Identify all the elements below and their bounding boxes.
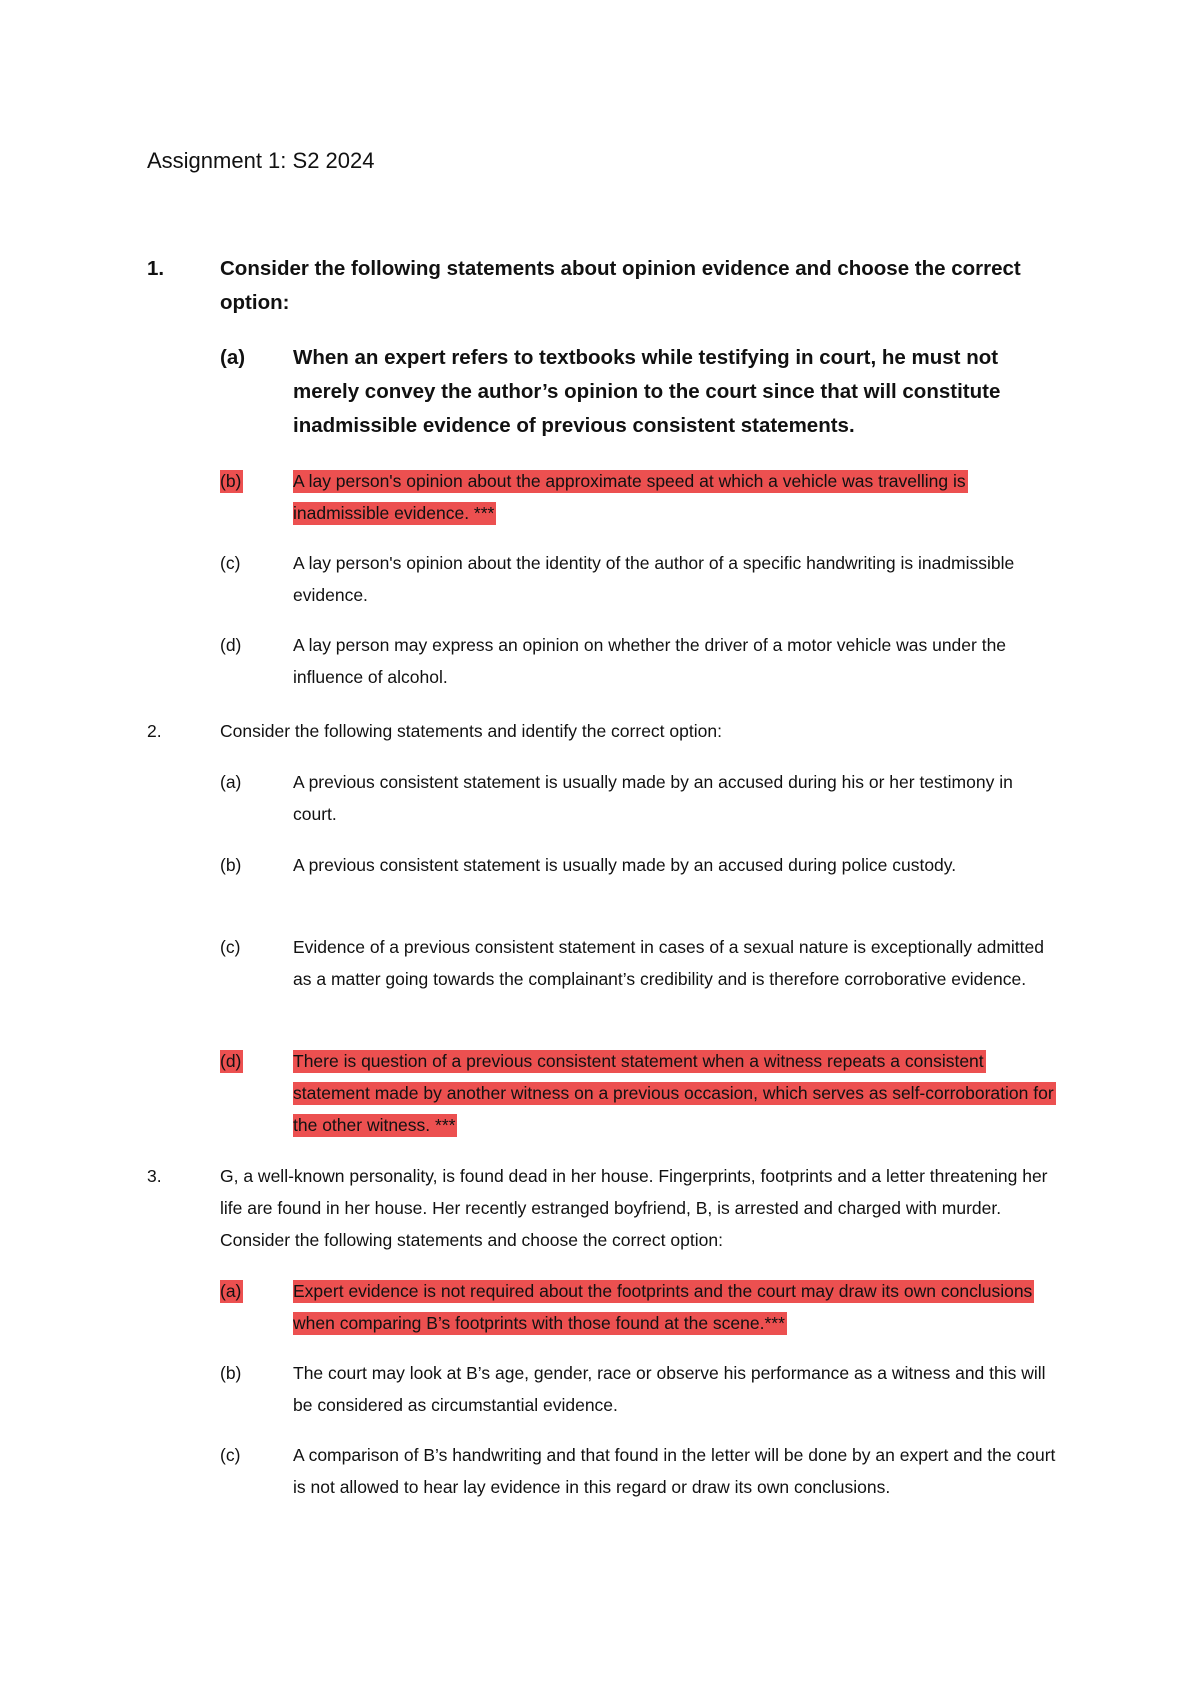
- option-text: A lay person's opinion about the identity of the author of a specific handwriting is inadmissible evidence.: [293, 553, 1015, 605]
- option-text: A comparison of B’s handwriting and that found in the letter will be done by an expert and the court is not allowed to hear lay evidence in this regard or draw its own conclusions.: [293, 1445, 1056, 1497]
- question-2-option-a: [220, 766, 1060, 830]
- question-1-option-a: [220, 341, 1060, 443]
- question-text: Consider the following statements and identify the correct option:: [220, 721, 722, 741]
- option-text: The court may look at B’s age, gender, race or observe his performance as a witness and this will be considered as circumstantial evidence.: [293, 1363, 1046, 1415]
- option-label: (b): [220, 1363, 242, 1383]
- option-text: A previous consistent statement is usually made by an accused during his or her testimony in court.: [293, 772, 1013, 824]
- question-3-option-c: [220, 1439, 1060, 1503]
- option-text: Evidence of a previous consistent statement in cases of a sexual nature is exceptionally admitted as a matter going towards the complainant’s credibility and is therefore corroborative evidence.: [293, 937, 1044, 989]
- question-1-option-c: [220, 547, 1060, 611]
- question-number: 1.: [147, 257, 165, 280]
- option-text: A lay person may express an opinion on whether the driver of a motor vehicle was under the influence of alcohol.: [293, 635, 1007, 687]
- option-text: When an expert refers to textbooks while testifying in court, he must not merely convey the author’s opinion to the court since that will constitute inadmissible evidence of previous consistent statements.: [293, 346, 1001, 437]
- question-3-option-b: [220, 1357, 1060, 1421]
- option-label: (a): [220, 772, 242, 792]
- question-text: G, a well-known personality, is found dead in her house. Fingerprints, footprints and a letter threatening her life are found in her house. Her recently estranged boyfriend, B, is arrested and charged with murder. Consider the following statements and choose the correct option:: [220, 1166, 1048, 1250]
- option-label: (c): [220, 553, 241, 573]
- document-title: Assignment 1: S2 2024: [147, 148, 375, 173]
- question-3-option-a: [220, 1275, 1060, 1339]
- question-2-option-b: [220, 849, 1060, 881]
- option-label: (d): [220, 1051, 242, 1071]
- question-1: [147, 252, 1067, 320]
- option-text: A lay person's opinion about the approximate speed at which a vehicle was travelling is inadmissible evidence. ***: [293, 471, 966, 523]
- option-text: There is question of a previous consistent statement when a witness repeats a consistent statement made by another witness on a previous occasion, which serves as self-corroboration for the other witness. ***: [293, 1051, 1054, 1135]
- question-2-option-c: [220, 931, 1060, 995]
- option-label: (a): [220, 346, 246, 369]
- option-label: (b): [220, 855, 242, 875]
- question-number: 2.: [147, 721, 162, 741]
- question-1-option-b: [220, 465, 1060, 529]
- option-text: A previous consistent statement is usually made by an accused during police custody.: [293, 855, 957, 875]
- option-label: (c): [220, 937, 241, 957]
- question-3: [147, 1160, 1067, 1256]
- question-2-option-d: [220, 1045, 1060, 1141]
- option-label: (a): [220, 1281, 242, 1301]
- question-text: Consider the following statements about opinion evidence and choose the correct option:: [220, 257, 1021, 314]
- option-label: (c): [220, 1445, 241, 1465]
- option-label: (b): [220, 471, 242, 491]
- option-label: (d): [220, 635, 242, 655]
- option-text: Expert evidence is not required about the footprints and the court may draw its own conclusions when comparing B’s footprints with those found at the scene.***: [293, 1281, 1033, 1333]
- question-number: 3.: [147, 1166, 162, 1186]
- question-2: [147, 715, 1067, 747]
- question-1-option-d: [220, 629, 1060, 693]
